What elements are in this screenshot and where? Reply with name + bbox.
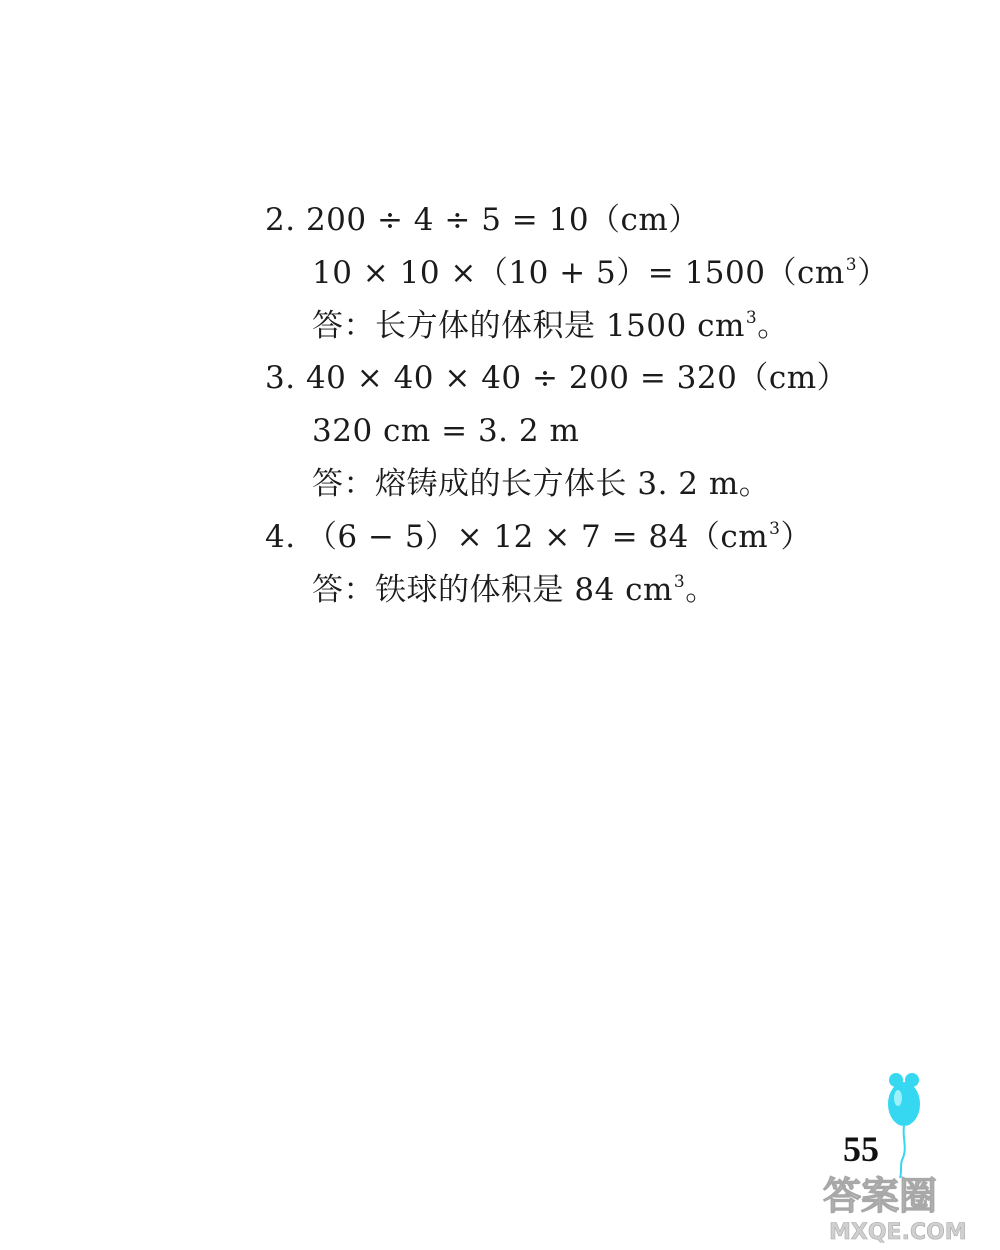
closing-paren: ） [780,519,812,555]
closing-paren: ） [857,255,889,291]
superscript-3: 3 [745,308,758,328]
problem-3-line-2 [312,411,579,451]
page-number: 55 [843,1129,879,1169]
problem-2-equation-1: 200 ÷ 4 ÷ 5 = 10（cm） [305,202,700,238]
problem-4-number: 4. [265,519,296,555]
problem-4-line-1 [265,517,812,562]
problem-2-equation-2: 10 × 10 ×（10 + 5）= 1500（cm [312,255,845,291]
problem-2-line-2 [312,253,889,298]
problem-3-number: 3. [265,360,296,396]
watermark-bottom-text: MXQE.COM [829,1220,967,1245]
watermark-logo [815,1165,990,1245]
problem-4-answer-text: 答：铁球的体积是 84 cm [312,572,673,608]
superscript-3: 3 [769,519,781,539]
superscript-3: 3 [673,572,686,592]
problem-3-equation-2: 320 cm = 3. 2 m [312,413,580,449]
problem-3-equation-1: 40 × 40 × 40 ÷ 200 = 320（cm） [305,360,849,396]
problem-2-answer-text: 答：长方体的体积是 1500 cm [312,308,745,344]
problem-2-line-1 [265,200,700,240]
problem-3-line-1 [265,358,848,398]
problem-3-answer [312,464,770,504]
watermark-top-text: 答案圈 [823,1174,938,1218]
superscript-3: 3 [845,255,858,275]
period: 。 [757,308,789,344]
problem-2-number: 2. [265,202,296,238]
problem-3-answer-text: 答：熔铸成的长方体长 3. 2 m。 [312,466,771,502]
balloon-decoration-icon [880,1068,930,1178]
problem-4-equation-1: （6 − 5）× 12 × 7 = 84（cm [305,519,769,555]
problem-2-answer [312,306,789,351]
problem-4-answer [312,570,717,615]
period: 。 [685,572,717,608]
